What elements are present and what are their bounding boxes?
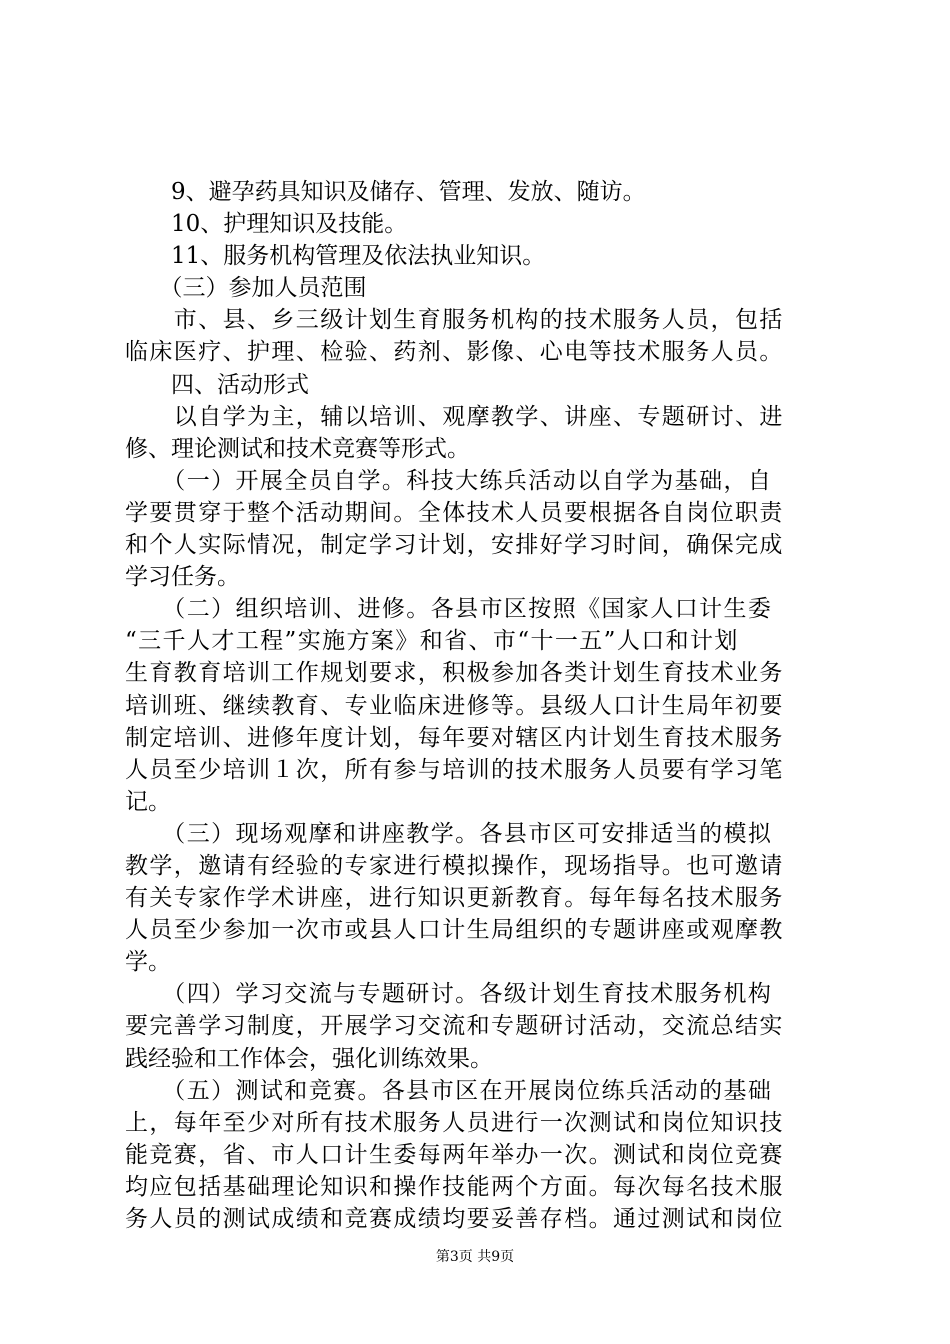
text-line: 践经验和工作体会，强化训练效果。 xyxy=(125,1045,493,1072)
text-line: 学习任务。 xyxy=(125,564,240,591)
text-line: 教学，邀请有经验的专家进行模拟操作，现场指导。也可邀请 xyxy=(125,852,784,879)
text-line: 有关专家作学术讲座，进行知识更新教育。每年每名技术服务 xyxy=(125,885,784,912)
page-number-footer: 第3页 共9页 xyxy=(435,1249,515,1265)
text-line: （四）学习交流与专题研讨。各级计划生育技术服务机构 xyxy=(125,981,773,1008)
text-line: 以自学为主，辅以培训、观摩教学、讲座、专题研讨、进 xyxy=(125,403,784,430)
text-line: （二）组织培训、进修。各县市区按照《国家人口计生委 xyxy=(125,596,773,623)
text-line: 学。 xyxy=(125,949,171,976)
text-line: 临床医疗、护理、检验、药剂、影像、心电等技术服务人员。 xyxy=(125,339,784,366)
text-line: 修、理论测试和技术竞赛等形式。 xyxy=(125,435,470,462)
text-line: 制定培训、进修年度计划，每年要对辖区内计划生育技术服务 xyxy=(125,724,784,751)
text-line: “三千人才工程”实施方案》和省、市“十一五”人口和计划 xyxy=(125,628,739,655)
text-line: 9、避孕药具知识及储存、管理、发放、随访。 xyxy=(125,179,646,205)
text-line: 人员至少参加一次市或县人口计生局组织的专题讲座或观摩教 xyxy=(125,917,784,944)
section-heading: （三）参加人员范围 xyxy=(125,275,367,302)
text-line: 均应包括基础理论知识和操作技能两个方面。每次每名技术服 xyxy=(125,1173,784,1200)
text-line: 上，每年至少对所有技术服务人员进行一次测试和岗位知识技 xyxy=(125,1109,784,1136)
text-line: 人员至少培训１次，所有参与培训的技术服务人员要有学习笔 xyxy=(125,756,784,783)
text-line: 培训班、继续教育、专业临床进修等。县级人口计生局年初要 xyxy=(125,692,784,719)
text-line: 和个人实际情况，制定学习计划，安排好学习时间，确保完成 xyxy=(125,532,784,559)
text-line: （一）开展全员自学。科技大练兵活动以自学为基础，自 xyxy=(125,467,773,494)
text-line: 要完善学习制度，开展学习交流和专题研讨活动，交流总结实 xyxy=(125,1013,784,1040)
document-body xyxy=(125,176,831,1235)
text-line: 生育教育培训工作规划要求，积极参加各类计划生育技术业务 xyxy=(125,660,784,687)
text-line: 学要贯穿于整个活动期间。全体技术人员要根据各自岗位职责 xyxy=(125,499,784,526)
text-line: 记。 xyxy=(125,788,171,815)
text-line: 能竞赛，省、市人口计生委每两年举办一次。测试和岗位竞赛 xyxy=(125,1141,784,1168)
text-line: 市、县、乡三级计划生育服务机构的技术服务人员，包括 xyxy=(125,307,784,334)
text-line: （五）测试和竞赛。各县市区在开展岗位练兵活动的基础 xyxy=(125,1077,773,1104)
text-line: 务人员的测试成绩和竞赛成绩均要妥善存档。通过测试和岗位 xyxy=(125,1206,784,1232)
text-line: 10、护理知识及技能。 xyxy=(125,211,408,238)
text-line: （三）现场观摩和讲座教学。各县市区可安排适当的模拟 xyxy=(125,820,773,847)
section-heading: 四、活动形式 xyxy=(125,371,309,398)
text-line: 11、服务机构管理及依法执业知识。 xyxy=(125,243,546,270)
